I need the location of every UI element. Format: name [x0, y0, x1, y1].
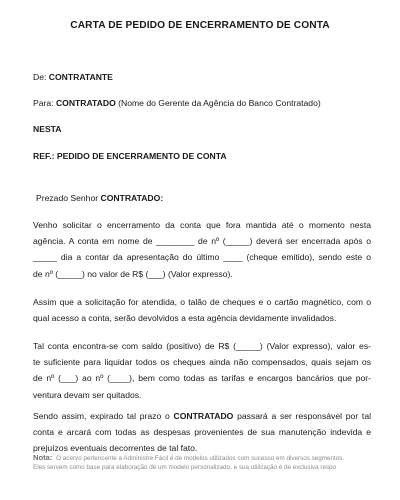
paragraph-line: Tal conta encontra-se com saldo (positivo) de R$ (_____) (Valor expresso), valor es-	[33, 341, 371, 351]
reference-line: REF.: PEDIDO DE ENCERRAMENTO DE CONTA	[33, 151, 227, 161]
paragraph-line	[33, 408, 371, 424]
to-line	[33, 98, 321, 108]
location-line: NESTA	[33, 124, 62, 134]
from-value: CONTRATANTE	[48, 72, 113, 82]
paragraph-line: prejuízos eventuais decorrentes de tal fato.	[33, 443, 198, 454]
to-prefix: Para:	[33, 98, 56, 108]
from-prefix: De:	[33, 72, 49, 82]
paragraph-line: de nº (_____) no valor de R$ (___) (Valor expresso).	[33, 268, 233, 279]
greeting-prefix: Prezado Senhor	[36, 193, 101, 203]
paragraph-responsibility	[33, 408, 371, 457]
note-text: Eles servem como base para elaboração de um modelo personalizado, e sua utilização é de exclusiva respo	[33, 464, 337, 471]
paragraph-line: agência. A conta em nome de ________ de nº (_____) deverá ser encerrada após o	[33, 236, 371, 247]
greeting	[36, 193, 163, 203]
paragraph-balance	[33, 338, 371, 403]
paragraph-text: Sendo assim, expirado tal prazo o	[33, 411, 174, 421]
paragraph-request	[33, 217, 371, 282]
paragraph-line: _____ dia a contar da apresentação do último ____ (cheque emitido), sendo este o	[33, 252, 371, 263]
note-label: Nota:	[33, 453, 53, 462]
to-description: (Nome do Gerente da Agência do Banco Contratado)	[115, 98, 321, 108]
paragraph-line: conta e arcará com todas as despesas provenientes de sua manutenção indevida e	[33, 427, 371, 438]
paragraph-line: Venho solicitar o encerramento da conta que fora mantida até o momento nesta	[33, 220, 371, 230]
paragraph-text: passará a ser responsável por tal	[233, 411, 372, 421]
paragraph-line: ventura devam ser quitados.	[33, 389, 142, 400]
note-text: O acervo pertencente a Administre Fácil é de modelos utilizados com sucesso em diversos segmentos.	[56, 455, 345, 462]
paragraph-line: qual acesso a conta, serão devolvidos a esta agência devidamente invalidados.	[33, 313, 337, 324]
greeting-recipient: CONTRATADO:	[100, 193, 164, 203]
paragraph-contratado: CONTRATADO	[173, 411, 234, 421]
paragraph-line: te suficiente para liquidar todos os cheques ainda não compensados, quais sejam os	[33, 357, 371, 368]
paragraph-line: Assim que a solicitação for atendida, o talão de cheques e o cartão magnético, com o	[33, 297, 371, 307]
footer-note	[33, 453, 373, 500]
document-title: CARTA DE PEDIDO DE ENCERRAMENTO DE CONTA	[70, 20, 330, 31]
from-line	[33, 72, 113, 82]
to-recipient: CONTRATADO	[55, 98, 116, 108]
paragraph-line: de nº (___) ao nº (____), bem como todas as tarifas e encargos bancários que por-	[33, 373, 371, 384]
paragraph-return-items	[33, 294, 371, 326]
